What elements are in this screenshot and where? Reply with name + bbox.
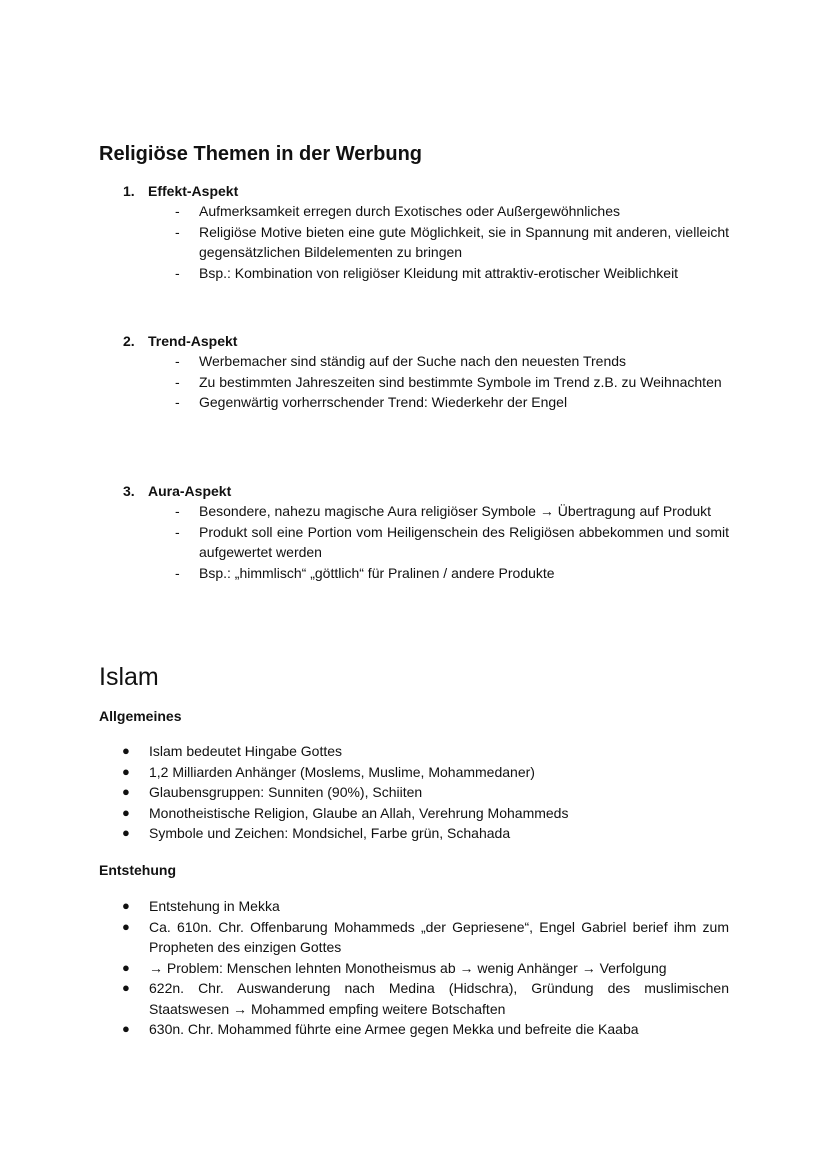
- aspect-title: Effekt-Aspekt: [148, 183, 239, 199]
- list-item: - Bsp.: „himmlisch“ „göttlich“ für Pralinen / andere Produkte: [175, 564, 555, 581]
- list-item: ● Ca. 610n. Chr. Offenbarung Mohammeds „der Gepriesene“, Engel Gabriel berief ihm zum Propheten des einzigen Gottes: [122, 918, 729, 955]
- list-item: - Bsp.: Kombination von religiöser Kleidung mit attraktiv-erotischer Weiblichkeit: [175, 264, 679, 281]
- aspect-heading: [123, 481, 231, 502]
- subheading-allgemeines: Allgemeines: [99, 708, 182, 724]
- list-item: ● Glaubensgruppen: Sunniten (90%), Schiiten: [122, 784, 423, 800]
- list-item: - Religiöse Motive bieten eine gute Möglichkeit, sie in Spannung mit anderen, vielleicht gegensätzlichen Bildelementen zu bringen: [175, 223, 729, 260]
- list-item: ● → Problem: Menschen lehnten Monotheismus ab → wenig Anhänger → Verfolgung: [122, 959, 667, 976]
- list-item: ● Islam bedeutet Hingabe Gottes: [122, 743, 343, 759]
- aspect-number: 2.: [123, 333, 135, 349]
- page-title: Religiöse Themen in der Werbung: [99, 143, 423, 165]
- bullet-list: [122, 741, 729, 844]
- aspect-list: [175, 201, 729, 283]
- subheading-entstehung: Entstehung: [99, 862, 176, 878]
- list-item: ● Entstehung in Mekka: [122, 898, 280, 914]
- section-heading-islam: Islam: [99, 663, 159, 691]
- list-item: - Besondere, nahezu magische Aura religiöser Symbole → Übertragung auf Produkt: [175, 503, 712, 519]
- aspect-list: [175, 351, 729, 413]
- aspect-number: 3.: [123, 483, 135, 499]
- list-item: ● Monotheistische Religion, Glaube an Allah, Verehrung Mohammeds: [122, 804, 569, 821]
- aspect-list: [175, 501, 729, 583]
- list-item: ● Symbole und Zeichen: Mondsichel, Farbe grün, Schahada: [122, 825, 511, 841]
- list-item: - Produkt soll eine Portion vom Heiligenschein des Religiösen abbekommen und somit aufgewertet werden: [175, 523, 729, 560]
- list-item: ● 630n. Chr. Mohammed führte eine Armee gegen Mekka und befreite die Kaaba: [122, 1021, 639, 1037]
- list-item: ● 1,2 Milliarden Anhänger (Moslems, Muslime, Mohammedaner): [122, 763, 535, 780]
- aspect-heading: [123, 331, 237, 352]
- aspect-title: Aura-Aspekt: [148, 483, 232, 499]
- list-item: - Zu bestimmten Jahreszeiten sind bestimmte Symbole im Trend z.B. zu Weihnachten: [175, 373, 722, 390]
- aspect-heading: [123, 181, 238, 202]
- list-item: - Werbemacher sind ständig auf der Suche nach den neuesten Trends: [175, 353, 627, 369]
- aspect-number: 1.: [123, 183, 135, 199]
- aspect-title: Trend-Aspekt: [148, 333, 238, 349]
- list-item: - Gegenwärtig vorherrschender Trend: Wiederkehr der Engel: [175, 394, 568, 410]
- list-item: - Aufmerksamkeit erregen durch Exotisches oder Außergewöhnliches: [175, 203, 620, 219]
- bullet-list: [122, 896, 729, 1040]
- list-item: ● 622n. Chr. Auswanderung nach Medina (Hidschra), Gründung des muslimischen Staatswesen → Mohammed empfing weitere Botschaften: [122, 980, 729, 1017]
